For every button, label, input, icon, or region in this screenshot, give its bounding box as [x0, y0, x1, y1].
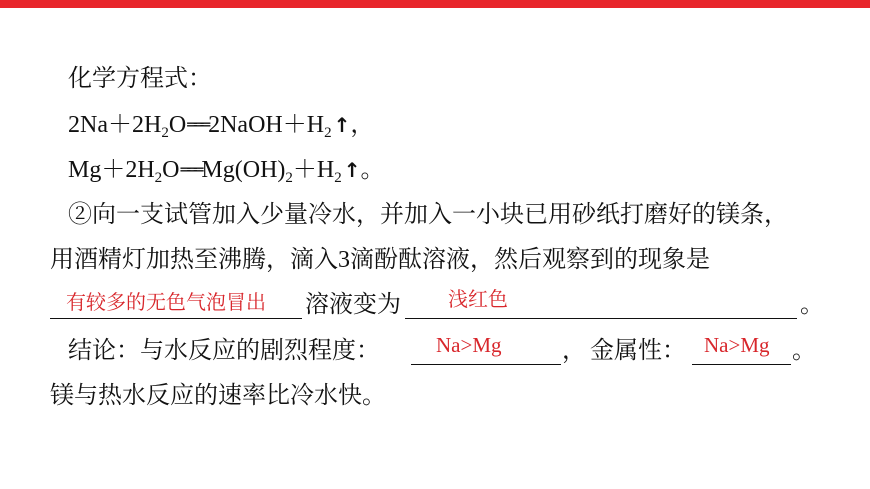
eq1-equals-sign: ═══ [187, 115, 208, 134]
equation-heading-text: 化学方程式： [68, 66, 212, 92]
eq1-part-b: O [168, 112, 187, 138]
row2-comma: ， [562, 338, 586, 364]
eq2-sub-c: 2 [285, 170, 293, 186]
eq2-part-b: O [162, 157, 180, 183]
answer-phenomenon: 有较多的无色气泡冒出 [66, 292, 266, 314]
eq2-part-d: ＋H [292, 157, 335, 183]
eq2-sub-d: 2 [334, 170, 342, 186]
eq2-end: 。 [360, 157, 385, 183]
experiment-step-text1: ②向一支试管加入少量冷水，并加入一小块已用砂纸打磨好的镁条， [68, 202, 788, 228]
experiment-step-text2: 用酒精灯加热至沸腾，滴入3滴酚酞溶液，然后观察到的现象是 [50, 247, 710, 273]
eq1-end: ， [350, 112, 375, 138]
conclusion-label: 结论：与水反应的剧烈程度： [68, 338, 380, 364]
answer-metallic: Na>Mg [704, 333, 770, 357]
eq1-sub-a: 2 [161, 125, 169, 141]
final-statement [50, 381, 386, 411]
answer-solution-color: 浅红色 [448, 289, 508, 311]
gas-up-arrow-icon: ↑ [343, 158, 361, 182]
eq1-sub-c: 2 [324, 125, 332, 141]
metallic-label: 金属性： [590, 338, 686, 364]
equation-magnesium-water [68, 155, 385, 185]
eq1-part-a: 2Na＋2H [68, 112, 162, 138]
solution-becomes-label: 溶液变为 [305, 292, 401, 318]
equation-heading [68, 64, 212, 94]
eq2-part-c: Mg(OH) [201, 157, 286, 183]
eq2-equals-sign: ═══ [180, 160, 201, 179]
eq2-part-a: Mg＋2H [68, 157, 155, 183]
eq2-sub-a: 2 [154, 170, 163, 186]
final-statement-text: 镁与热水反应的速率比冷水快。 [50, 383, 386, 409]
row1-period: 。 [800, 292, 824, 318]
gas-up-arrow-icon: ↑ [333, 113, 351, 137]
equation-sodium-water [68, 110, 374, 140]
top-accent-bar [0, 0, 870, 8]
answer-reaction-intensity: Na>Mg [436, 333, 502, 357]
experiment-step-line1 [68, 200, 788, 230]
row2-period: 。 [792, 338, 816, 364]
experiment-step-line2 [50, 245, 710, 275]
eq1-part-c: 2NaOH＋H [208, 112, 325, 138]
